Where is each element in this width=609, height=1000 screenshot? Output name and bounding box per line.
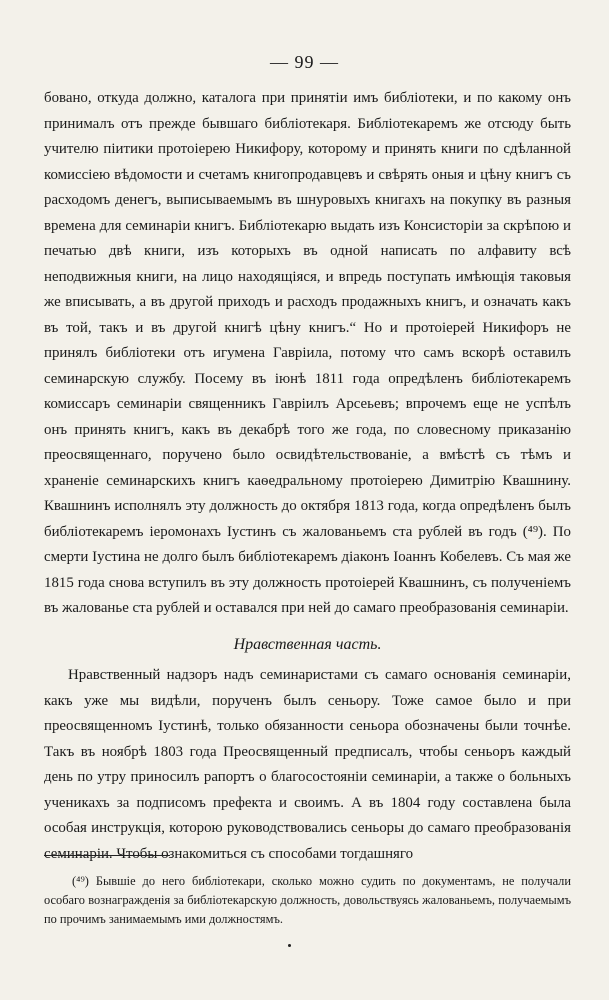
- footnote: (⁴⁹) Бывшіе до него библіотекари, сколько можно судить по документамъ, не получали особаго вознагражденія за библіотекарскую должность, довольствуясь жалованьемъ, получаемымъ по прочимъ занимаемымъ ими должностямъ.: [44, 874, 571, 926]
- section-heading: Нравственная часть.: [233, 635, 382, 653]
- page-number: — 99 —: [270, 52, 339, 72]
- page-mark: [288, 944, 291, 947]
- paragraph: Нравственный надзоръ надъ семинаристами съ самаго основанія семинаріи, какъ уже мы видѣли, порученъ былъ сеньору. Тоже самое было и при преосвященномъ Іустинѣ, только обязанности сеньора обозначены были точнѣе. Такъ въ ноябрѣ 1803 года Преосвященный предписалъ, чтобы сеньоръ каждый день по утру приносилъ рапортъ о благосостояніи семинаріи, а также о больныхъ ученикахъ за подписомъ префекта и своимъ. А въ 1804 году составлена была особая инструкція, которою руководствовались сеньоры до самаго преобразованія семинаріи. Чтобы ознакомиться съ способами тогдашняго: [44, 667, 571, 862]
- footnote-divider: [44, 855, 170, 856]
- body-text: [44, 86, 571, 867]
- paragraph: бовано, откуда должно, каталога при принятіи имъ библіотеки, и по какому онъ принималъ отъ прежде бывшаго библіотекаря. Библіотекаремъ же отсюду быть учителю піитики протоіерею Никифору, которому и принять книги по сдѣланной комиссіею вѣдомости и счетамъ книгопродавцевъ и свѣрять оныя и цѣну книгъ съ расходомъ денегъ, выписываемымъ въ шнуровыхъ книгахъ на покупку въ разныя времена для семинаріи книгъ. Библіотекарю выдать изъ Консисторіи за скрѣпою и печатью двѣ книги, изъ которыхъ въ одной написать по алфавиту всѣ неподвижныя книги, на лицо находящіяся, и впредь поступать имѣющія таковыя же вписывать, а въ другой приходъ и расходъ продажныхъ книгъ, и означать какъ въ той, такъ и въ другой книгѣ цѣну книгъ.“ Но и протоіерей Никифоръ не принялъ библіотеки отъ игумена Гавріила, потому что самъ вскорѣ оставилъ семинарскую службу. Посему въ іюнѣ 1811 года опредѣленъ библіотекаремъ комиссаръ семинаріи священникъ Гавріилъ Арсеьевъ; впрочемъ еще не успѣлъ онъ принять книгъ, какъ въ декабрѣ того же года, по словесному приказанію преосвященнаго, поручено было освидѣтельствованіе, а вмѣстѣ съ тѣмъ и храненіе семинарскихъ книгъ каѳедральному протоіерею Димитрію Квашнину. Квашнинъ исполнялъ эту должность до октября 1813 года, когда опредѣленъ былъ библіотекаремъ іеромонахъ Іустинъ съ жалованьемъ ста рублей въ годъ (⁴⁹). По смерти Іустина не долго былъ библіотекаремъ діаконъ Іоаннъ Кобелевъ. Съ мая же 1815 года снова вступилъ въ эту должность протоіерей Квашнинъ, съ полученіемъ въ жалованье ста рублей и оставался при ней до самаго преобразованія семинаріи.: [44, 90, 571, 616]
